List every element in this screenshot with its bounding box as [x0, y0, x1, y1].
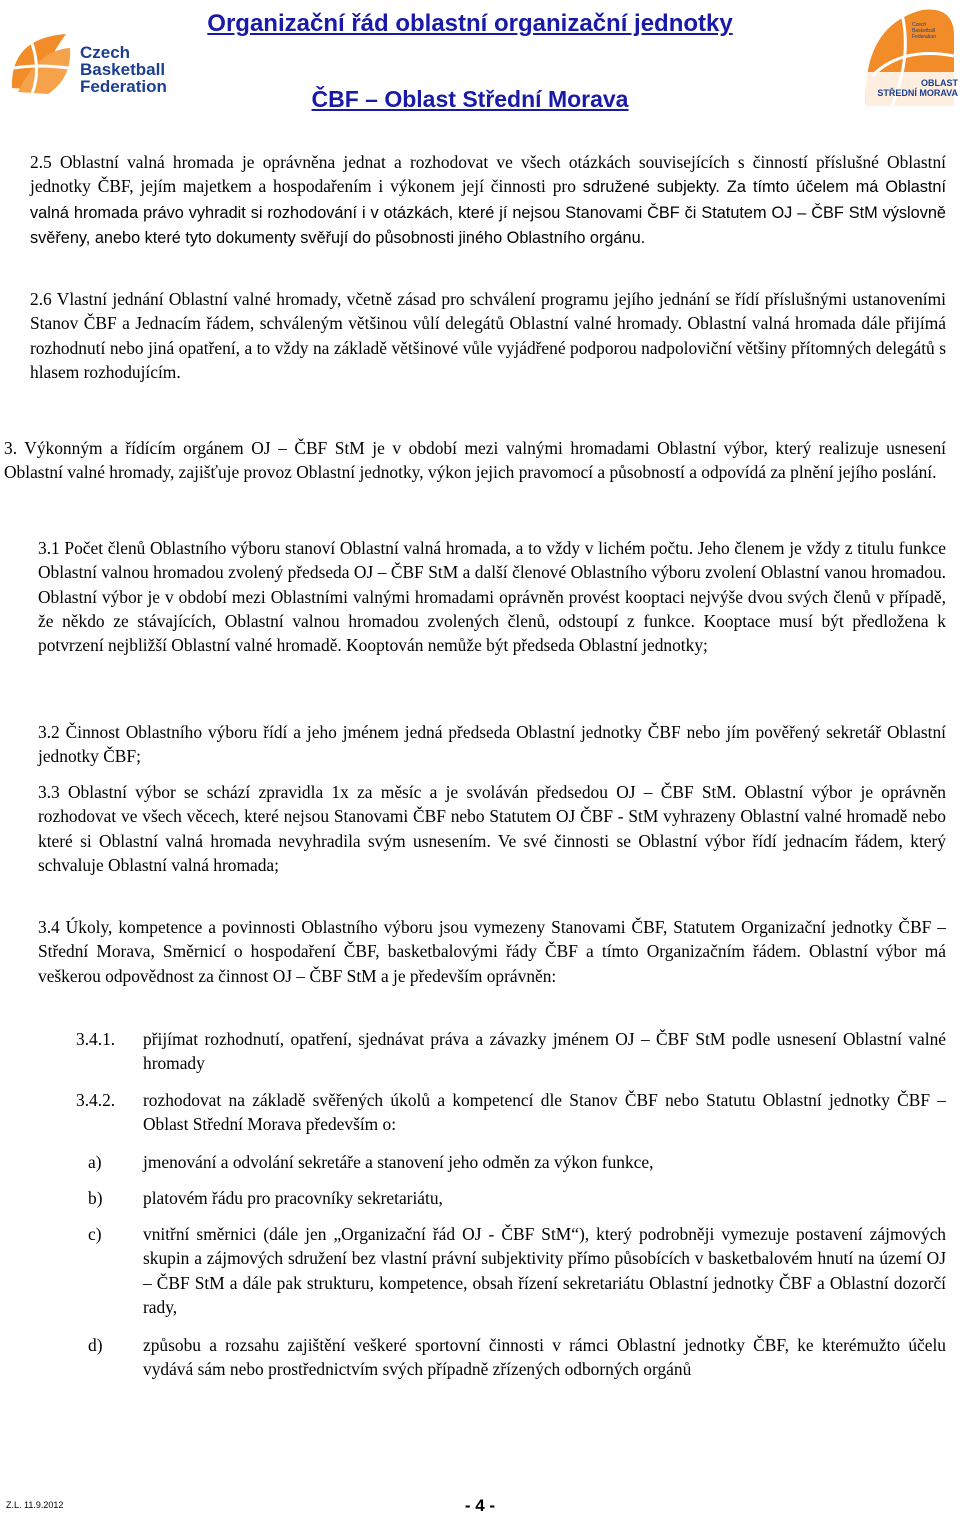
logo-small-text [912, 22, 936, 40]
section-3-3: 3.3 Oblastní výbor se schází zpravidla 1x za měsíc a je svoláván předsedou OJ – ČBF StM. Oblastní výbor je oprávněn rozhodovat ve všech věcech, které nejsou Stanovami ČBF nebo Statutem OJ ČBF - StM vyhrazeny Oblastní valné hromadě nebo které si Oblastní valná hromada nevyhradila svým usnesením. Ve své činnosti se Oblastní výbor řídí jednacím řádem, který schvaluje Oblastní valná hromada; [38, 782, 946, 875]
section-3-4: 3.4 Úkoly, kompetence a povinnosti Oblastního výboru jsou vymezeny Stanovami ČBF, Statutem Organizační jednotky ČBF – Střední Morava, Směrnicí o hospodaření ČBF, basketbalovými řády ČBF a tímto Organizačním řádem. Oblastní výbor má veškerou odpovědnost za činnost OJ – ČBF StM a je především oprávněn: [38, 917, 946, 986]
document-subtitle: ČBF – Oblast Střední Morava [311, 86, 629, 112]
item-number: 3.4.2. [76, 1090, 116, 1110]
list-marker: d) [88, 1335, 103, 1355]
section-2-6: 2.6 Vlastní jednání Oblastní valné hromady, včetně zásad pro schválení programu jejího jednání se řídí příslušnými ustanoveními Stanov ČBF a Jednacím řádem, schváleným většinou vůlí delegátů Oblastní valné hromady. Oblastní valná hromada dále přijímá rozhodnutí nebo jiná opatření, a to vždy na základě většinové vůle vyjádřené podporou nadpoloviční většiny přítomných delegátů s hlasem rozhodujícím. [30, 289, 946, 382]
logo-line: OBLAST [921, 78, 958, 88]
footer-date: Z.L. 11.9.2012 [6, 1500, 64, 1510]
list-marker: c) [88, 1224, 102, 1244]
basketball-icon [8, 28, 74, 98]
list-marker: a) [88, 1152, 102, 1172]
section-3-1 [38, 536, 946, 657]
logo-region-text [868, 78, 958, 98]
section-2-5 [30, 150, 946, 250]
section-text: 2.5 Oblastní valná hromada je oprávněna jednat a rozhodovat ve všech otázkách souvisejících s činností příslušné Oblastní jednotky ČBF, jejím majetkem a hospodařením i výkonem její činnosti pro [30, 152, 946, 197]
section-3: 3. Výkonným a řídícím orgánem OJ – ČBF StM je v období mezi valnými hromadami Oblastní výbor, který realizuje usnesení Oblastní valné hromady, zajišťuje provoz Oblastní jednotky, výkon jejich pravomocí a působností a odpovídá za plnění jejího poslání. [4, 438, 946, 483]
item-number: 3.4.1. [76, 1029, 116, 1049]
oblast-logo [862, 6, 957, 110]
list-item: jmenování a odvolání sekretáře a stanovení jeho odměn za výkon funkce, [143, 1152, 654, 1172]
section-text: sdružené subjekty. [582, 178, 720, 197]
section-3-4-2: rozhodovat na základě svěřených úkolů a kompetencí dle Stanov ČBF nebo Statutu Oblastní jednotky ČBF – Oblast Střední Morava především o: [143, 1090, 946, 1135]
logo-line: Czech [912, 22, 927, 28]
section-3-2: 3.2 Činnost Oblastního výboru řídí a jeho jménem jedná předseda Oblastní jednotky ČBF nebo jím pověřený sekretář Oblastní jednotky ČBF; [38, 722, 946, 767]
list-item: platovém řádu pro pracovníky sekretariátu, [143, 1188, 443, 1208]
cbf-logo [8, 10, 178, 100]
section-text: Za tímto účelem má Oblastní valná hromada právo vyhradit si rozhodování i v [30, 178, 946, 222]
document-title: Organizační řád oblastní organizační jednotky [207, 10, 733, 37]
section-text: otázkách, které jí nejsou Stanovami ČBF či Statutem OJ – ČBF StM výslovně svěřeny, anebo které tyto dokumenty svěřují do působnosti jiného Oblastního orgánu. [30, 203, 946, 247]
list-marker: b) [88, 1188, 103, 1208]
logo-line: Federation [912, 34, 936, 40]
section-text: 3.1 Počet členů Oblastního výboru stanoví Oblastní valná hromada, a to vždy v lichém počtu. Jeho členem je vždy z titulu funkce Oblastní valnou hromadou zvolený předseda OJ – ČBF StM a další členové Oblastního výboru zvolení Oblastní vanou hromadou. Oblastní výbor je v období mezi Oblastními valnými hromadami oprávněn provést kooptaci nejvýše dvou svých členů v případě, že někdo ze stávajících, Oblastní valnou hromadou zvolených členů, odstoupí z funkce. Kooptace musí být předložena k potvrzení nejbližší Oblastní valné hromadě. Kooptován nemůže být předseda Oblastní jednotky; [38, 538, 946, 656]
page-number: - 4 - [464, 1496, 496, 1515]
logo-line: Basketball [80, 60, 166, 79]
logo-text [80, 44, 167, 95]
logo-line: Czech [80, 43, 131, 62]
logo-line: STŘEDNÍ MORAVA [877, 88, 958, 98]
logo-line: Basketball [912, 28, 936, 34]
list-item: způsobu a rozsahu zajištění veškeré sportovní činnosti v rámci Oblastní jednotky ČBF, ke kterémužto účelu vydává sám nebo prostřednictvím svých případně zřízených odborných orgánů [143, 1335, 946, 1380]
logo-line: Federation [80, 77, 167, 96]
section-3-4-1: přijímat rozhodnutí, opatření, sjednávat práva a závazky jménem OJ – ČBF StM podle usnesení Oblastní valné hromady [143, 1029, 946, 1074]
list-item: vnitřní směrnici (dále jen „Organizační řád OJ - ČBF StM“), který podrobněji vymezuje postavení zájmových skupin a zájmových sdružení bez vlastní právní subjektivity přímo působících v basketbalovém hnutí na území OJ – ČBF StM a dále pak strukturu, kompetence, obsah řízení sekretariátu Oblastní jednotky ČBF a Oblastní dozorčí rady, [143, 1224, 946, 1317]
